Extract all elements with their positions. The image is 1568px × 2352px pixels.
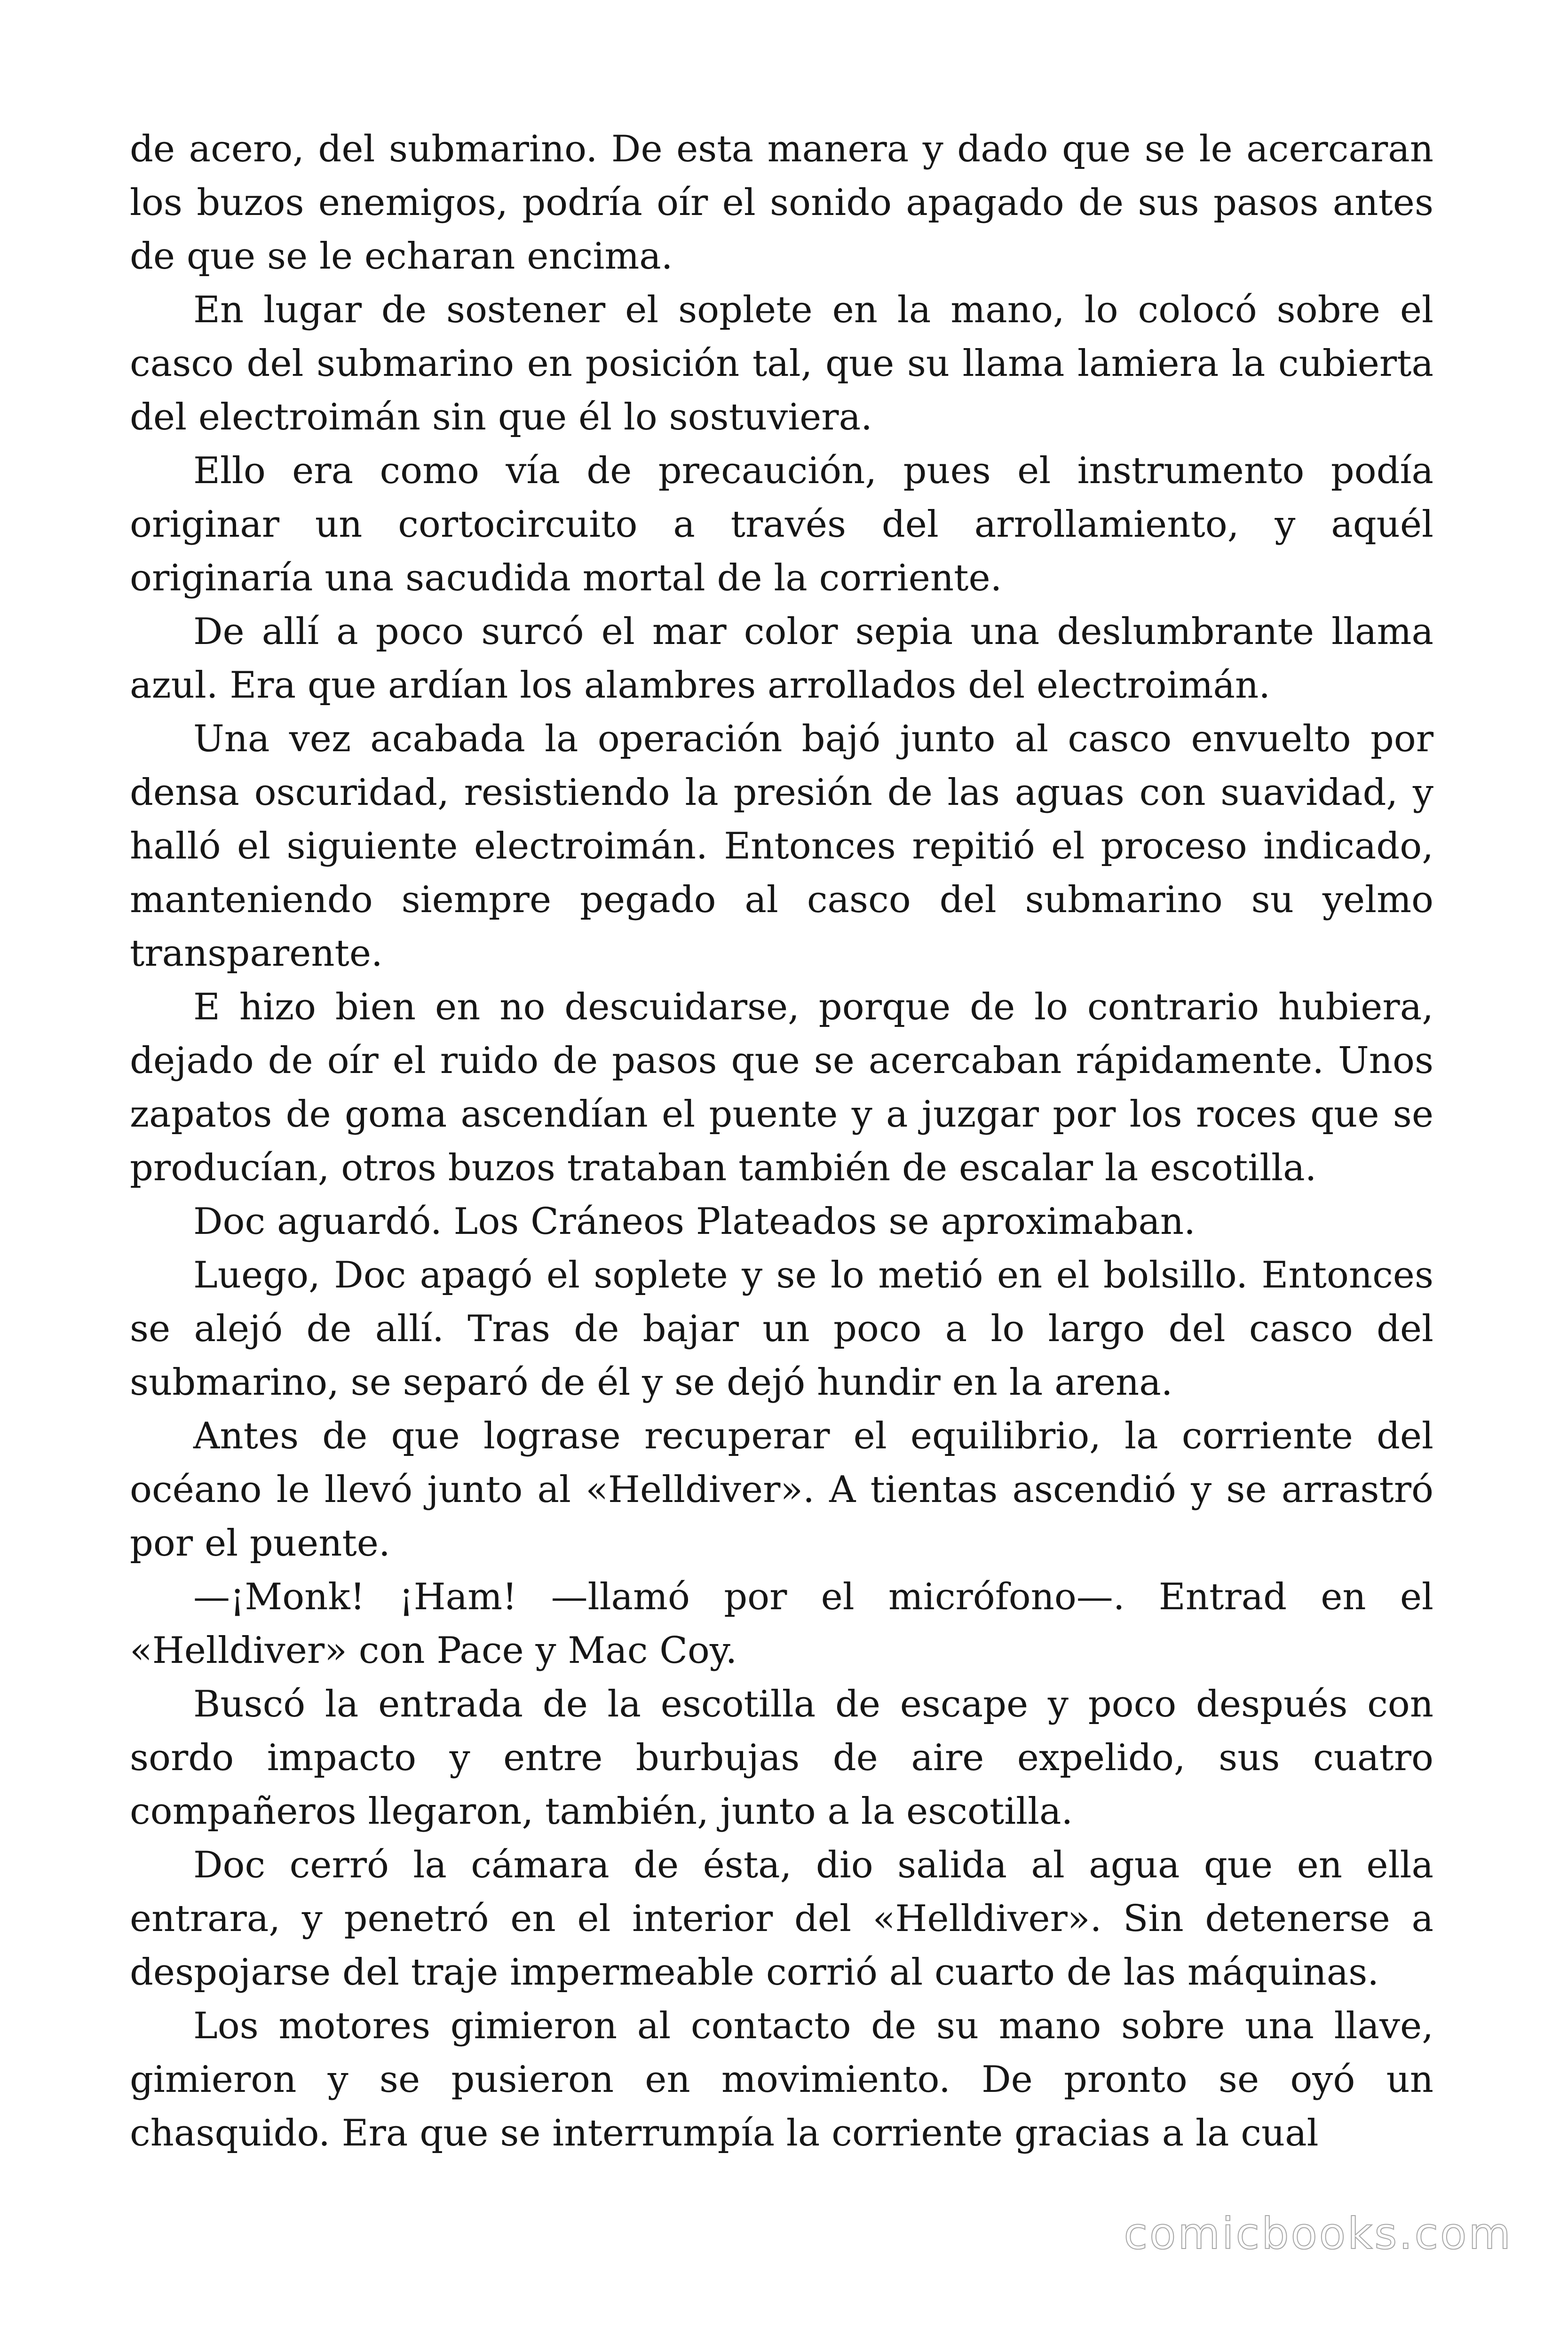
- paragraph: En lugar de sostener el soplete en la mano, lo colocó sobre el casco del submarino en posición tal, que su llama lamiera la cubierta del electroimán sin que él lo sostuviera.: [130, 289, 1433, 438]
- paragraph: Luego, Doc apagó el soplete y se lo metió en el bolsillo. Entonces se alejó de allí. Tras de bajar un poco a lo largo del casco del submarino, se separó de él y se dejó hundir en la arena.: [130, 1254, 1433, 1404]
- watermark: comicbooks.com: [1124, 2209, 1513, 2259]
- paragraph: —¡Monk! ¡Ham! —llamó por el micrófono—. Entrad en el «Helldiver» con Pace y Mac Coy.: [130, 1576, 1433, 1672]
- paragraph: E hizo bien en no descuidarse, porque de lo contrario hubiera, dejado de oír el ruido de pasos que se acercaban rápidamente. Unos zapatos de goma ascendían el puente y a juzgar por los roces que se producían, otros buzos trataban también de escalar la escotilla.: [130, 986, 1433, 1189]
- paragraph: Antes de que lograse recuperar el equilibrio, la corriente del océano le llevó junto al «Helldiver». A tientas ascendió y se arrastró por el puente.: [130, 1415, 1433, 1565]
- paragraph: Ello era como vía de precaución, pues el instrumento podía originar un cortocircuito a través del arrollamiento, y aquél originaría una sacudida mortal de la corriente.: [130, 450, 1433, 599]
- paragraph: de acero, del submarino. De esta manera y dado que se le acercaran los buzos enemigos, podría oír el sonido apagado de sus pasos antes de que se le echaran encima.: [130, 128, 1433, 278]
- paragraph: Doc aguardó. Los Cráneos Plateados se aproximaban.: [193, 1200, 1196, 1243]
- paragraph: Los motores gimieron al contacto de su mano sobre una llave, gimieron y se pusieron en movimiento. De pronto se oyó un chasquido. Era que se interrumpía la corriente gracias a la cual: [130, 2005, 1433, 2154]
- paragraph: Buscó la entrada de la escotilla de escape y poco después con sordo impacto y entre burbujas de aire expelido, sus cuatro compañeros llegaron, también, junto a la escotilla.: [130, 1683, 1433, 1833]
- paragraph: Doc cerró la cámara de ésta, dio salida al agua que en ella entrara, y penetró en el interior del «Helldiver». Sin detenerse a despojarse del traje impermeable corrió al cuarto de las máquinas.: [130, 1844, 1433, 1994]
- page-text: [130, 122, 1433, 2160]
- paragraph: De allí a poco surcó el mar color sepia una deslumbrante llama azul. Era que ardían los alambres arrollados del electroimán.: [130, 611, 1433, 707]
- paragraph: Una vez acabada la operación bajó junto al casco envuelto por densa oscuridad, resistiendo la presión de las aguas con suavidad, y halló el siguiente electroimán. Entonces repitió el proceso indicado, manteniendo siempre pegado al casco del submarino su yelmo transparente.: [130, 718, 1433, 975]
